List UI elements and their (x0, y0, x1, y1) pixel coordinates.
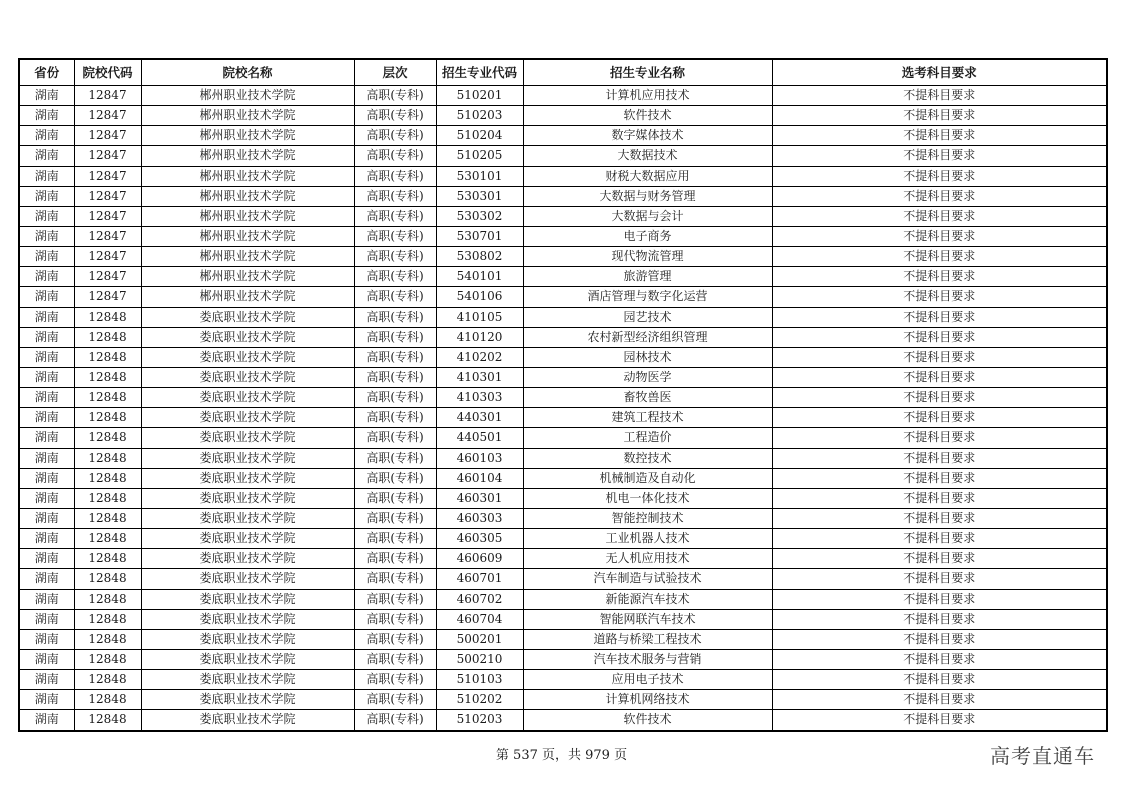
cell-school-name: 娄底职业技术学院 (141, 670, 354, 690)
cell-level: 高职(专科) (354, 146, 436, 166)
cell-school-code: 12847 (74, 146, 141, 166)
cell-subject-requirement: 不提科目要求 (772, 367, 1107, 387)
cell-school-code: 12848 (74, 388, 141, 408)
cell-major-name: 园艺技术 (523, 307, 772, 327)
cell-level: 高职(专科) (354, 226, 436, 246)
cell-level: 高职(专科) (354, 710, 436, 731)
cell-major-name: 农村新型经济组织管理 (523, 327, 772, 347)
cell-school-code: 12848 (74, 649, 141, 669)
cell-province: 湖南 (19, 186, 74, 206)
table-row (19, 468, 1107, 488)
cell-school-name: 郴州职业技术学院 (141, 226, 354, 246)
cell-school-name: 娄底职业技术学院 (141, 307, 354, 327)
table-row (19, 428, 1107, 448)
table-row (19, 408, 1107, 428)
cell-major-code: 410303 (436, 388, 523, 408)
cell-level: 高职(专科) (354, 166, 436, 186)
table-row (19, 609, 1107, 629)
cell-major-code: 510204 (436, 126, 523, 146)
cell-major-name: 财税大数据应用 (523, 166, 772, 186)
cell-province: 湖南 (19, 428, 74, 448)
table-row (19, 307, 1107, 327)
cell-level: 高职(专科) (354, 106, 436, 126)
table-row (19, 549, 1107, 569)
cell-subject-requirement: 不提科目要求 (772, 146, 1107, 166)
cell-level: 高职(专科) (354, 126, 436, 146)
cell-school-code: 12848 (74, 367, 141, 387)
table-row (19, 126, 1107, 146)
cell-major-code: 460701 (436, 569, 523, 589)
cell-level: 高职(专科) (354, 549, 436, 569)
cell-level: 高职(专科) (354, 287, 436, 307)
cell-school-code: 12848 (74, 529, 141, 549)
header-subject-requirement: 选考科目要求 (772, 59, 1107, 86)
header-major-code: 招生专业代码 (436, 59, 523, 86)
cell-school-code: 12847 (74, 287, 141, 307)
cell-province: 湖南 (19, 549, 74, 569)
cell-major-name: 现代物流管理 (523, 247, 772, 267)
cell-school-name: 郴州职业技术学院 (141, 146, 354, 166)
header-major-name: 招生专业名称 (523, 59, 772, 86)
cell-level: 高职(专科) (354, 206, 436, 226)
cell-major-code: 460305 (436, 529, 523, 549)
header-school-name: 院校名称 (141, 59, 354, 86)
cell-subject-requirement: 不提科目要求 (772, 609, 1107, 629)
table-row (19, 388, 1107, 408)
cell-subject-requirement: 不提科目要求 (772, 126, 1107, 146)
cell-province: 湖南 (19, 267, 74, 287)
cell-level: 高职(专科) (354, 508, 436, 528)
cell-province: 湖南 (19, 327, 74, 347)
table-row (19, 347, 1107, 367)
cell-subject-requirement: 不提科目要求 (772, 347, 1107, 367)
cell-level: 高职(专科) (354, 327, 436, 347)
cell-major-name: 机械制造及自动化 (523, 468, 772, 488)
cell-school-name: 郴州职业技术学院 (141, 287, 354, 307)
cell-province: 湖南 (19, 347, 74, 367)
cell-level: 高职(专科) (354, 388, 436, 408)
cell-school-code: 12848 (74, 488, 141, 508)
header-province: 省份 (19, 59, 74, 86)
cell-school-code: 12848 (74, 589, 141, 609)
cell-major-code: 410105 (436, 307, 523, 327)
cell-subject-requirement: 不提科目要求 (772, 670, 1107, 690)
cell-major-code: 500210 (436, 649, 523, 669)
cell-level: 高职(专科) (354, 428, 436, 448)
table-row (19, 186, 1107, 206)
table-body (19, 86, 1107, 731)
table-row (19, 86, 1107, 106)
cell-subject-requirement: 不提科目要求 (772, 408, 1107, 428)
cell-school-code: 12847 (74, 126, 141, 146)
cell-major-name: 应用电子技术 (523, 670, 772, 690)
cell-school-name: 娄底职业技术学院 (141, 347, 354, 367)
cell-major-name: 数控技术 (523, 448, 772, 468)
cell-province: 湖南 (19, 710, 74, 731)
cell-major-name: 工程造价 (523, 428, 772, 448)
cell-level: 高职(专科) (354, 589, 436, 609)
cell-level: 高职(专科) (354, 609, 436, 629)
cell-major-code: 510203 (436, 710, 523, 731)
table-row (19, 267, 1107, 287)
cell-province: 湖南 (19, 226, 74, 246)
cell-major-code: 410301 (436, 367, 523, 387)
cell-subject-requirement: 不提科目要求 (772, 186, 1107, 206)
cell-major-code: 510103 (436, 670, 523, 690)
cell-subject-requirement: 不提科目要求 (772, 488, 1107, 508)
cell-major-name: 大数据技术 (523, 146, 772, 166)
cell-school-name: 娄底职业技术学院 (141, 408, 354, 428)
cell-subject-requirement: 不提科目要求 (772, 166, 1107, 186)
table-row (19, 649, 1107, 669)
cell-province: 湖南 (19, 529, 74, 549)
header-school-code: 院校代码 (74, 59, 141, 86)
table-row (19, 529, 1107, 549)
cell-school-name: 娄底职业技术学院 (141, 448, 354, 468)
cell-subject-requirement: 不提科目要求 (772, 529, 1107, 549)
cell-school-name: 娄底职业技术学院 (141, 609, 354, 629)
cell-major-name: 畜牧兽医 (523, 388, 772, 408)
cell-major-code: 510205 (436, 146, 523, 166)
cell-school-code: 12848 (74, 448, 141, 468)
cell-subject-requirement: 不提科目要求 (772, 327, 1107, 347)
cell-major-name: 无人机应用技术 (523, 549, 772, 569)
table-row (19, 670, 1107, 690)
cell-major-name: 旅游管理 (523, 267, 772, 287)
cell-subject-requirement: 不提科目要求 (772, 106, 1107, 126)
cell-school-name: 娄底职业技术学院 (141, 508, 354, 528)
cell-province: 湖南 (19, 670, 74, 690)
cell-major-name: 智能网联汽车技术 (523, 609, 772, 629)
cell-province: 湖南 (19, 569, 74, 589)
cell-major-code: 460103 (436, 448, 523, 468)
cell-province: 湖南 (19, 206, 74, 226)
cell-school-code: 12848 (74, 468, 141, 488)
cell-level: 高职(专科) (354, 488, 436, 508)
cell-level: 高职(专科) (354, 468, 436, 488)
table-row (19, 629, 1107, 649)
header-row (19, 59, 1107, 86)
cell-level: 高职(专科) (354, 690, 436, 710)
cell-school-name: 郴州职业技术学院 (141, 267, 354, 287)
cell-school-code: 12847 (74, 247, 141, 267)
cell-level: 高职(专科) (354, 186, 436, 206)
cell-school-name: 娄底职业技术学院 (141, 649, 354, 669)
cell-major-code: 460303 (436, 508, 523, 528)
cell-province: 湖南 (19, 86, 74, 106)
cell-school-name: 郴州职业技术学院 (141, 106, 354, 126)
cell-major-name: 工业机器人技术 (523, 529, 772, 549)
cell-school-name: 娄底职业技术学院 (141, 367, 354, 387)
cell-major-code: 530301 (436, 186, 523, 206)
cell-major-code: 410202 (436, 347, 523, 367)
cell-school-code: 12848 (74, 408, 141, 428)
cell-major-code: 500201 (436, 629, 523, 649)
cell-school-code: 12848 (74, 569, 141, 589)
cell-major-name: 园林技术 (523, 347, 772, 367)
cell-level: 高职(专科) (354, 569, 436, 589)
cell-level: 高职(专科) (354, 649, 436, 669)
cell-subject-requirement: 不提科目要求 (772, 287, 1107, 307)
table-row (19, 206, 1107, 226)
cell-province: 湖南 (19, 508, 74, 528)
cell-major-code: 530101 (436, 166, 523, 186)
table-row (19, 589, 1107, 609)
cell-subject-requirement: 不提科目要求 (772, 508, 1107, 528)
cell-level: 高职(专科) (354, 367, 436, 387)
cell-subject-requirement: 不提科目要求 (772, 86, 1107, 106)
page-footer (0, 744, 1123, 763)
cell-major-code: 440301 (436, 408, 523, 428)
cell-school-code: 12848 (74, 307, 141, 327)
cell-subject-requirement: 不提科目要求 (772, 448, 1107, 468)
cell-major-code: 440501 (436, 428, 523, 448)
cell-major-name: 动物医学 (523, 367, 772, 387)
cell-province: 湖南 (19, 448, 74, 468)
cell-subject-requirement: 不提科目要求 (772, 569, 1107, 589)
cell-province: 湖南 (19, 408, 74, 428)
cell-province: 湖南 (19, 649, 74, 669)
cell-subject-requirement: 不提科目要求 (772, 267, 1107, 287)
table-row (19, 247, 1107, 267)
cell-level: 高职(专科) (354, 247, 436, 267)
cell-level: 高职(专科) (354, 670, 436, 690)
cell-school-name: 郴州职业技术学院 (141, 166, 354, 186)
table-row (19, 226, 1107, 246)
cell-school-code: 12847 (74, 86, 141, 106)
cell-province: 湖南 (19, 307, 74, 327)
table-row (19, 488, 1107, 508)
cell-level: 高职(专科) (354, 408, 436, 428)
watermark: 高考直通车 (990, 744, 1095, 768)
cell-school-code: 12847 (74, 186, 141, 206)
cell-school-code: 12848 (74, 609, 141, 629)
cell-major-name: 大数据与会计 (523, 206, 772, 226)
cell-major-name: 计算机应用技术 (523, 86, 772, 106)
cell-school-name: 娄底职业技术学院 (141, 690, 354, 710)
cell-major-name: 建筑工程技术 (523, 408, 772, 428)
cell-subject-requirement: 不提科目要求 (772, 388, 1107, 408)
table-row (19, 367, 1107, 387)
cell-school-name: 郴州职业技术学院 (141, 86, 354, 106)
cell-major-code: 530302 (436, 206, 523, 226)
cell-major-code: 460301 (436, 488, 523, 508)
cell-subject-requirement: 不提科目要求 (772, 690, 1107, 710)
cell-major-code: 460609 (436, 549, 523, 569)
cell-major-name: 汽车技术服务与营销 (523, 649, 772, 669)
cell-subject-requirement: 不提科目要求 (772, 629, 1107, 649)
cell-major-code: 540106 (436, 287, 523, 307)
cell-major-name: 电子商务 (523, 226, 772, 246)
table-row (19, 569, 1107, 589)
cell-school-name: 娄底职业技术学院 (141, 629, 354, 649)
cell-school-code: 12847 (74, 166, 141, 186)
cell-major-code: 460702 (436, 589, 523, 609)
table-row (19, 146, 1107, 166)
cell-subject-requirement: 不提科目要求 (772, 206, 1107, 226)
cell-school-code: 12848 (74, 508, 141, 528)
cell-major-name: 软件技术 (523, 710, 772, 731)
cell-school-name: 娄底职业技术学院 (141, 589, 354, 609)
table-row (19, 710, 1107, 731)
cell-major-code: 540101 (436, 267, 523, 287)
cell-school-name: 娄底职业技术学院 (141, 710, 354, 731)
cell-school-name: 娄底职业技术学院 (141, 327, 354, 347)
cell-major-name: 酒店管理与数字化运营 (523, 287, 772, 307)
cell-school-name: 娄底职业技术学院 (141, 529, 354, 549)
cell-province: 湖南 (19, 468, 74, 488)
cell-major-code: 510203 (436, 106, 523, 126)
cell-subject-requirement: 不提科目要求 (772, 468, 1107, 488)
cell-major-code: 530701 (436, 226, 523, 246)
cell-school-code: 12848 (74, 710, 141, 731)
cell-major-name: 软件技术 (523, 106, 772, 126)
cell-level: 高职(专科) (354, 307, 436, 327)
cell-school-name: 郴州职业技术学院 (141, 186, 354, 206)
cell-major-code: 460104 (436, 468, 523, 488)
cell-major-name: 数字媒体技术 (523, 126, 772, 146)
cell-major-code: 460704 (436, 609, 523, 629)
cell-major-name: 智能控制技术 (523, 508, 772, 528)
cell-province: 湖南 (19, 166, 74, 186)
table-row (19, 287, 1107, 307)
cell-school-code: 12847 (74, 226, 141, 246)
cell-school-name: 娄底职业技术学院 (141, 388, 354, 408)
cell-level: 高职(专科) (354, 448, 436, 468)
cell-province: 湖南 (19, 106, 74, 126)
cell-school-name: 娄底职业技术学院 (141, 428, 354, 448)
cell-school-code: 12847 (74, 206, 141, 226)
page-number: 第 537 页，共 979 页 (495, 748, 628, 763)
cell-school-name: 郴州职业技术学院 (141, 206, 354, 226)
cell-province: 湖南 (19, 247, 74, 267)
cell-level: 高职(专科) (354, 529, 436, 549)
cell-subject-requirement: 不提科目要求 (772, 649, 1107, 669)
cell-major-name: 道路与桥梁工程技术 (523, 629, 772, 649)
cell-level: 高职(专科) (354, 347, 436, 367)
header-level: 层次 (354, 59, 436, 86)
cell-school-code: 12848 (74, 347, 141, 367)
cell-school-code: 12847 (74, 106, 141, 126)
cell-school-code: 12848 (74, 670, 141, 690)
cell-province: 湖南 (19, 488, 74, 508)
cell-major-name: 汽车制造与试验技术 (523, 569, 772, 589)
cell-province: 湖南 (19, 589, 74, 609)
table-row (19, 327, 1107, 347)
cell-subject-requirement: 不提科目要求 (772, 226, 1107, 246)
cell-major-name: 大数据与财务管理 (523, 186, 772, 206)
table-row (19, 448, 1107, 468)
cell-subject-requirement: 不提科目要求 (772, 589, 1107, 609)
cell-subject-requirement: 不提科目要求 (772, 428, 1107, 448)
cell-major-code: 510202 (436, 690, 523, 710)
cell-school-code: 12848 (74, 327, 141, 347)
cell-province: 湖南 (19, 690, 74, 710)
cell-major-code: 510201 (436, 86, 523, 106)
admissions-table (18, 58, 1108, 732)
table-row (19, 166, 1107, 186)
cell-subject-requirement: 不提科目要求 (772, 247, 1107, 267)
cell-school-code: 12848 (74, 428, 141, 448)
table-row (19, 690, 1107, 710)
cell-level: 高职(专科) (354, 86, 436, 106)
cell-province: 湖南 (19, 146, 74, 166)
cell-province: 湖南 (19, 609, 74, 629)
cell-school-name: 郴州职业技术学院 (141, 247, 354, 267)
cell-major-code: 410120 (436, 327, 523, 347)
table-row (19, 508, 1107, 528)
cell-school-name: 郴州职业技术学院 (141, 126, 354, 146)
cell-province: 湖南 (19, 126, 74, 146)
cell-level: 高职(专科) (354, 267, 436, 287)
cell-school-name: 娄底职业技术学院 (141, 468, 354, 488)
cell-subject-requirement: 不提科目要求 (772, 710, 1107, 731)
cell-school-code: 12848 (74, 549, 141, 569)
cell-major-name: 机电一体化技术 (523, 488, 772, 508)
cell-province: 湖南 (19, 367, 74, 387)
cell-province: 湖南 (19, 629, 74, 649)
cell-province: 湖南 (19, 287, 74, 307)
table-row (19, 106, 1107, 126)
cell-level: 高职(专科) (354, 629, 436, 649)
cell-subject-requirement: 不提科目要求 (772, 549, 1107, 569)
cell-subject-requirement: 不提科目要求 (772, 307, 1107, 327)
cell-school-name: 娄底职业技术学院 (141, 569, 354, 589)
cell-school-name: 娄底职业技术学院 (141, 488, 354, 508)
cell-major-name: 计算机网络技术 (523, 690, 772, 710)
cell-major-code: 530802 (436, 247, 523, 267)
cell-school-name: 娄底职业技术学院 (141, 549, 354, 569)
cell-school-code: 12848 (74, 690, 141, 710)
cell-major-name: 新能源汽车技术 (523, 589, 772, 609)
cell-school-code: 12847 (74, 267, 141, 287)
cell-province: 湖南 (19, 388, 74, 408)
cell-school-code: 12848 (74, 629, 141, 649)
